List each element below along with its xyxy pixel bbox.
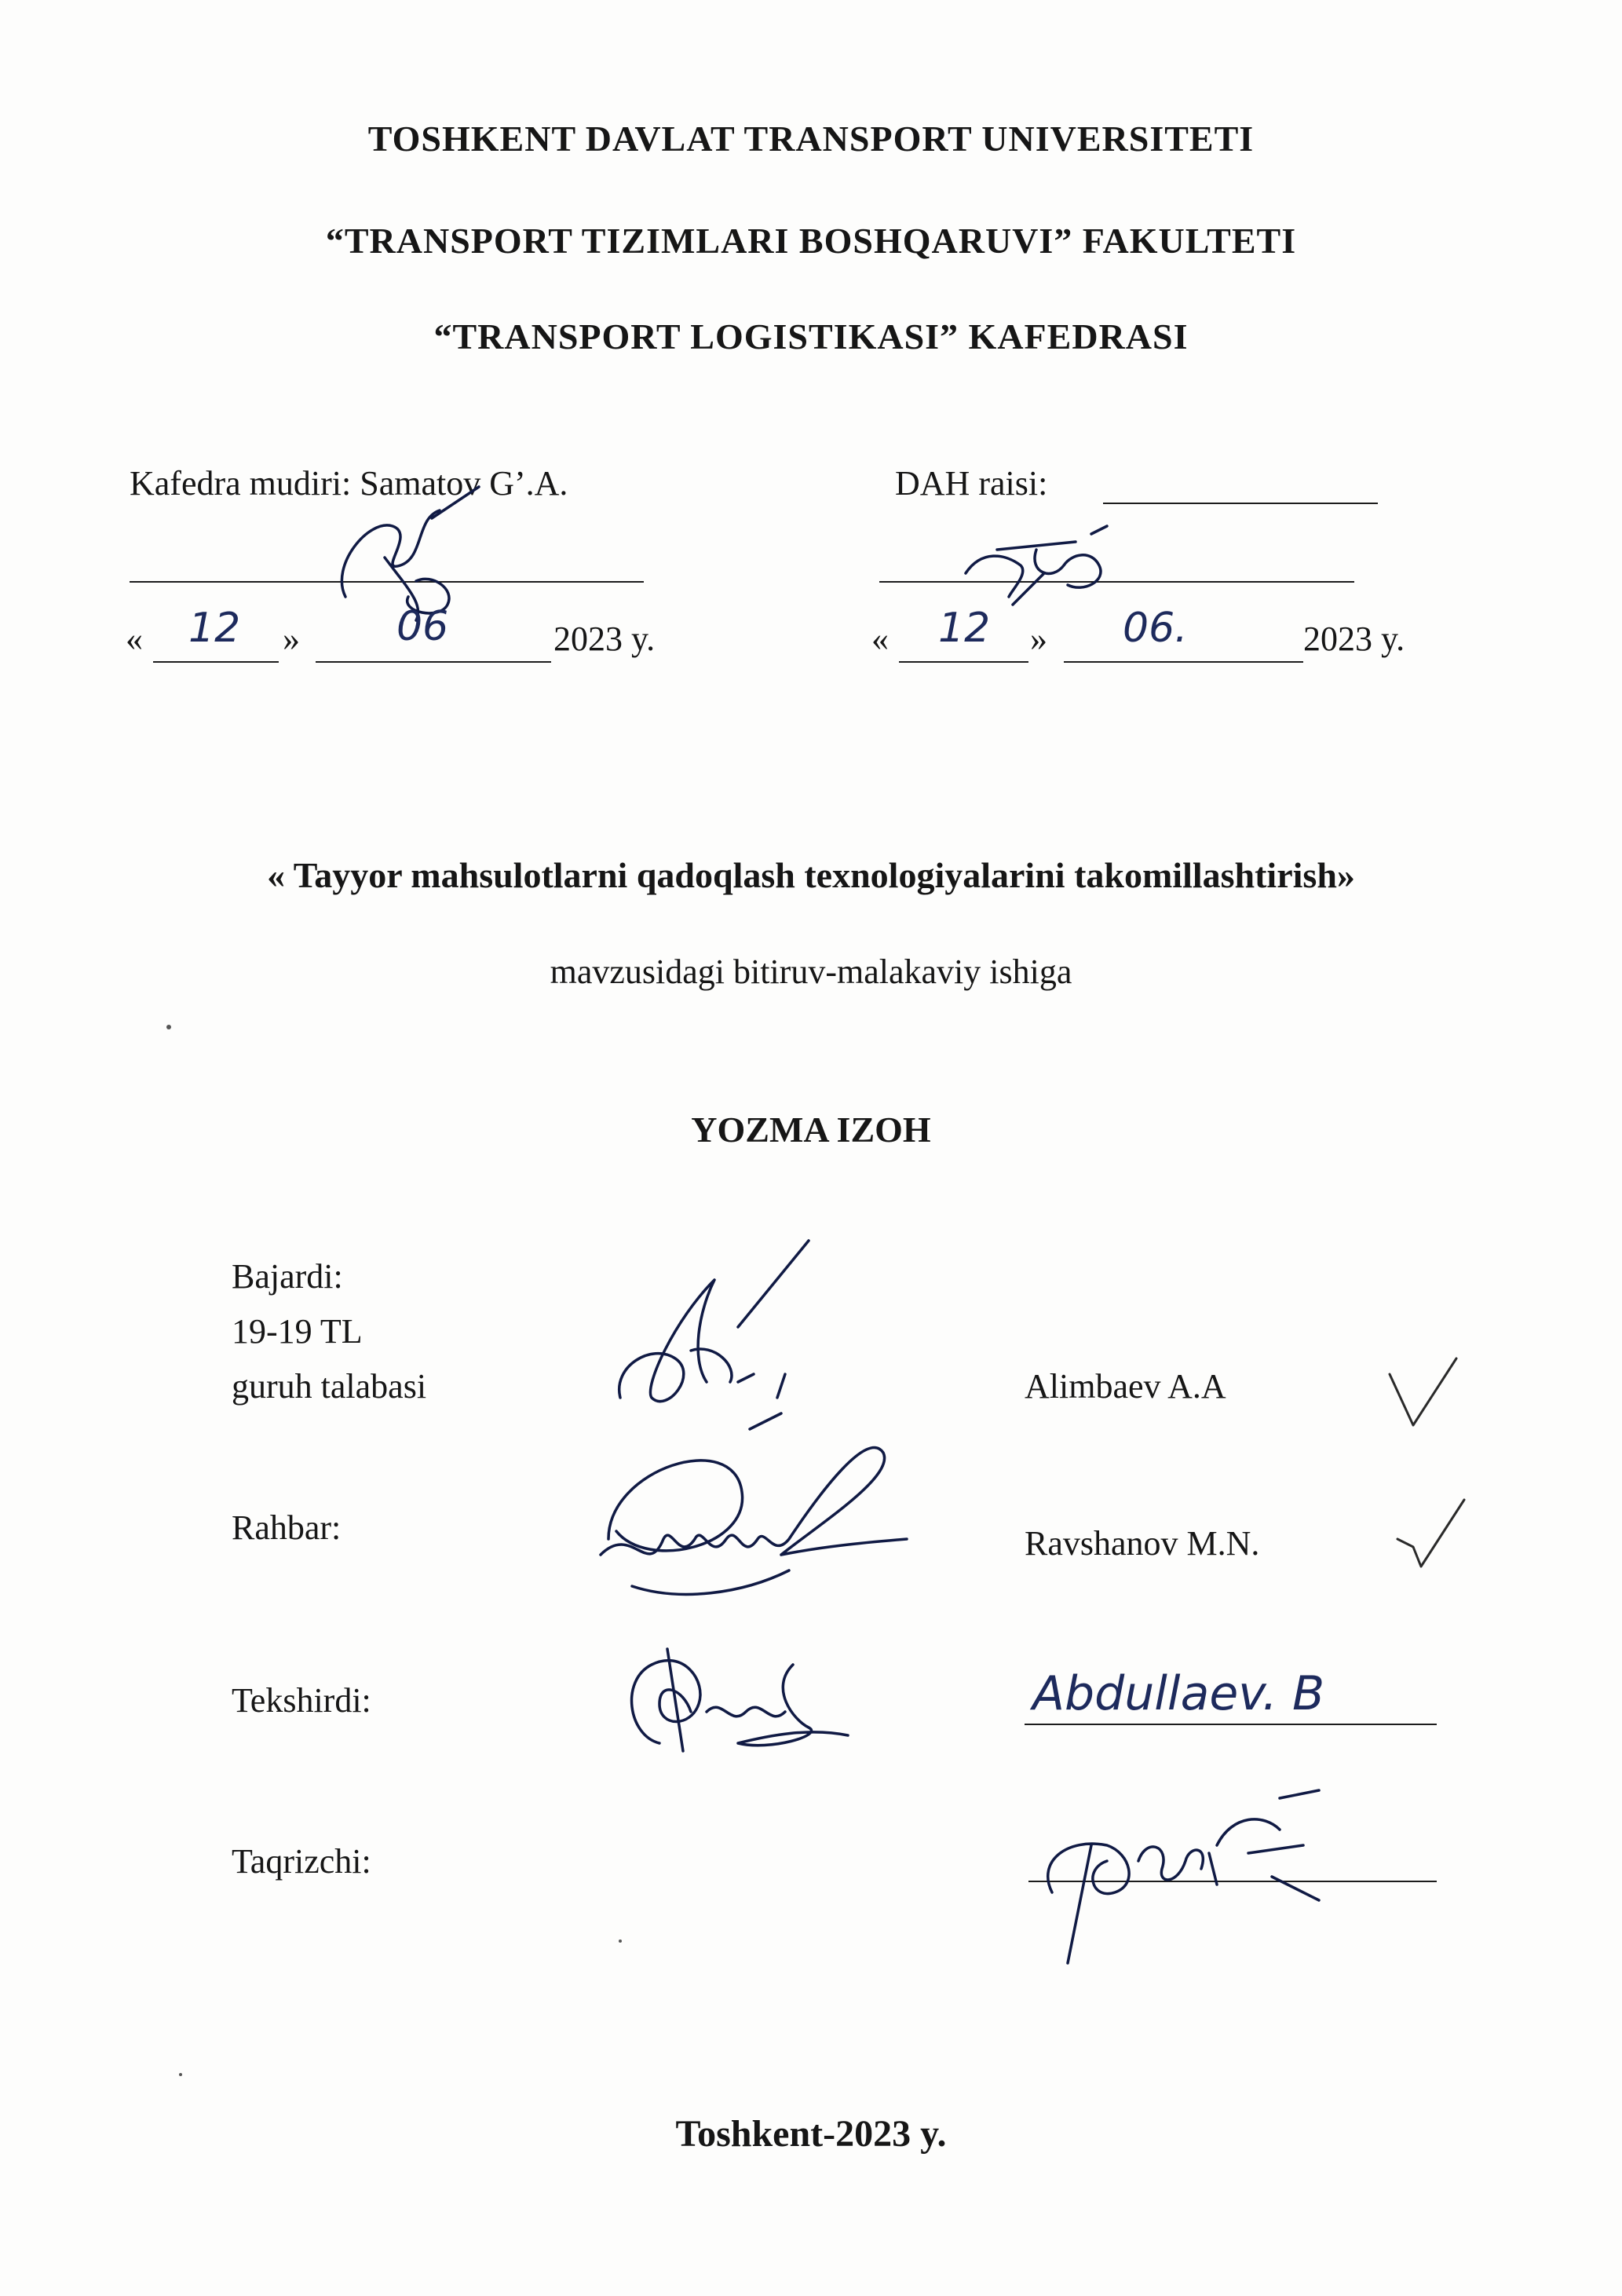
thesis-topic-subtitle: mavzusidagi bitiruv-malakaviy ishiga	[550, 952, 1072, 991]
left-date-open-quote: «	[126, 620, 143, 658]
performer-label: Bajardi:	[232, 1257, 343, 1296]
thesis-topic-title: « Tayyor mahsulotlarni qadoqlash texnologiyalarini takomillashtirish»	[267, 855, 1355, 895]
right-month-line	[1064, 661, 1303, 663]
right-month-value: 06.	[1123, 605, 1188, 652]
reviewer-signature	[1021, 1782, 1350, 1971]
left-month-value: 06	[396, 603, 449, 650]
scan-speck	[619, 1940, 622, 1943]
head-of-department-label: Kafedra mudiri: Samatov G’.A.	[130, 464, 568, 503]
supervisor-signature	[585, 1406, 930, 1625]
right-year: 2023 y.	[1303, 620, 1405, 658]
checker-label: Tekshirdi:	[232, 1681, 371, 1720]
performer-check-mark-icon	[1382, 1351, 1468, 1437]
left-month-line	[316, 661, 551, 663]
right-day-line	[899, 661, 1028, 663]
checker-signature	[612, 1633, 864, 1759]
reviewer-label: Taqrizchi:	[232, 1842, 371, 1881]
performer-name: Alimbaev A.A	[1025, 1367, 1226, 1406]
left-day-value: 12	[188, 605, 241, 652]
scan-speck	[179, 2073, 182, 2076]
checker-handwritten-name: Abdullaev. B	[1032, 1666, 1325, 1721]
university-name: TOSHKENT DAVLAT TRANSPORT UNIVERSITETI	[367, 119, 1255, 159]
faculty-name: “TRANSPORT TIZIMLARI BOSHQARUVI” FAKULTETI	[325, 221, 1297, 261]
supervisor-label: Rahbar:	[232, 1508, 342, 1547]
place-and-year: Toshkent-2023 y.	[675, 2113, 947, 2155]
performer-signature	[597, 1233, 832, 1429]
right-day-value: 12	[938, 605, 991, 652]
right-date-close-quote: »	[1030, 620, 1047, 658]
document-type-heading: YOZMA IZOH	[691, 1110, 931, 1150]
supervisor-name: Ravshanov M.N.	[1025, 1524, 1260, 1563]
right-date-open-quote: «	[871, 620, 889, 658]
dah-chair-name-line	[1103, 503, 1378, 504]
left-year: 2023 y.	[553, 620, 656, 658]
supervisor-check-mark-icon	[1390, 1492, 1476, 1578]
dah-chair-label: DAH raisi:	[895, 464, 1048, 503]
left-date-close-quote: »	[283, 620, 300, 658]
performer-status: guruh talabasi	[232, 1367, 427, 1406]
checker-name-line	[1025, 1724, 1437, 1725]
department-name: “TRANSPORT LOGISTIKASI” KAFEDRASI	[433, 316, 1189, 356]
performer-group: 19-19 TL	[232, 1312, 363, 1351]
left-day-line	[153, 661, 279, 663]
scan-speck	[166, 1025, 171, 1029]
